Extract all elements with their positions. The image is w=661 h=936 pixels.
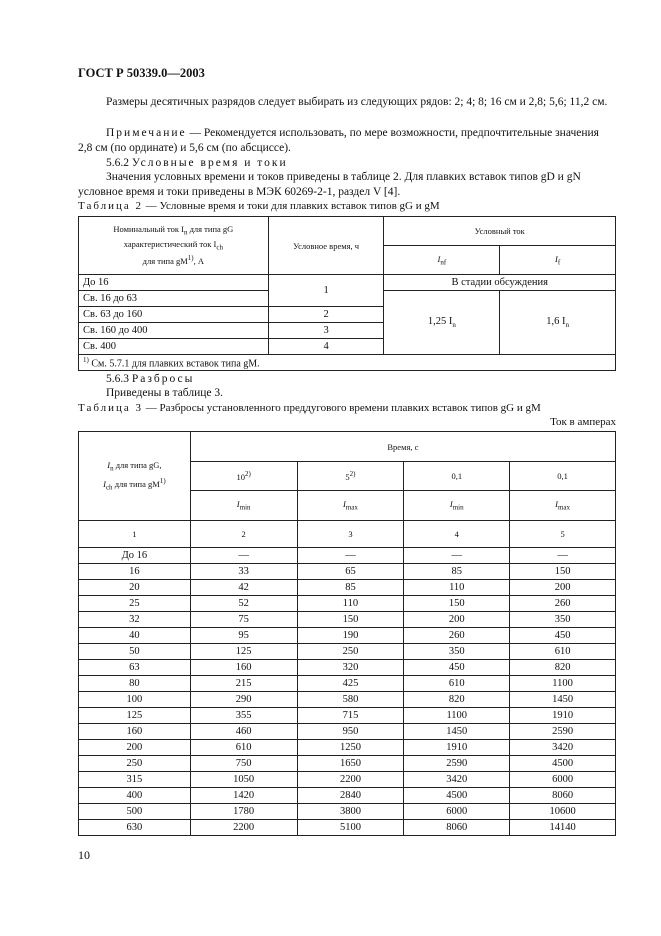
table-3-value-cell: 6000 (510, 772, 616, 788)
header-sup: 1) (159, 476, 166, 485)
section-title: Разбросы (131, 373, 195, 385)
table-3-current-cell: 80 (79, 676, 191, 692)
note-text: — Рекомендуется использовать, по мере возможности, предпочтительные значения 2,8 см (по ординате) и 5,6 см (по абсциссе). (78, 127, 599, 154)
table-3-value-cell: 3800 (297, 804, 404, 820)
table-3-value-cell: — (190, 548, 297, 564)
table-3-current-cell: 25 (79, 596, 191, 612)
table-2-caption-text: — Условные время и токи для плавких вставок типов gG и gM (143, 200, 440, 212)
table-3-value-cell: 3420 (510, 740, 616, 756)
table-row (79, 660, 616, 676)
table-2-footnote (79, 355, 616, 371)
table-3-current-cell: 500 (79, 804, 191, 820)
table-3-value-cell: 1100 (510, 676, 616, 692)
table-3-header-imax (510, 491, 616, 521)
table-row (79, 756, 616, 772)
table-3-current-cell: 400 (79, 788, 191, 804)
header-symbol: I (449, 499, 453, 510)
footnote-mark: 1) (83, 355, 89, 364)
table-2-row-label: Св. 63 до 160 (79, 307, 269, 323)
table-3-value-cell: 2590 (510, 724, 616, 740)
table-row (79, 724, 616, 740)
table-2-row-label: Св. 160 до 400 (79, 323, 269, 339)
table-3-value-cell: 65 (297, 564, 404, 580)
table-2-inf-value (384, 291, 500, 355)
table-3-current-cell: 315 (79, 772, 191, 788)
header-sup: 2) (244, 470, 251, 479)
table-3-current-cell: 63 (79, 660, 191, 676)
table-3 (78, 431, 616, 836)
header-sub: min (452, 503, 464, 512)
table-3-value-cell: 1450 (404, 724, 510, 740)
table-3-value-cell: 1420 (190, 788, 297, 804)
header-symbol: I (103, 478, 106, 489)
paragraph-see-table-3: Приведены в таблице 3. (106, 387, 224, 399)
note-paragraph (78, 126, 616, 156)
page-number: 10 (78, 848, 90, 862)
table-3-value-cell: 200 (510, 580, 616, 596)
paragraph-conditional-values: Значения условных времени и токов приведены в таблице 2. Для плавких вставок типов gD и gN условное время и токи приведены в МЭК 60269-2-1, раздел V [4]. (78, 171, 581, 198)
table-3-units: Ток в амперах (550, 416, 616, 428)
table-3-caption-text: — Разбросы установленного преддугового времени плавких вставок типов gG и gM (143, 402, 541, 414)
table-3-value-cell: 610 (510, 644, 616, 660)
header-sub: n (183, 228, 188, 237)
header-sup: 1) (187, 254, 194, 263)
header-text: Номинальный ток I (113, 223, 184, 234)
header-symbol: I (236, 499, 240, 510)
table-row (79, 740, 616, 756)
table-3-column-number: 2 (190, 521, 297, 548)
table-2 (78, 216, 616, 371)
table-row (79, 804, 616, 820)
table-row (79, 772, 616, 788)
value-sub: n (565, 321, 569, 330)
header-text: 10 (236, 471, 245, 482)
table-row (79, 644, 616, 660)
table-3-value-cell: 425 (297, 676, 404, 692)
table-3-value-cell: 160 (190, 660, 297, 676)
table-2-row-label: Св. 16 до 63 (79, 291, 269, 307)
table-row (79, 788, 616, 804)
section-5-6-2-heading (78, 156, 616, 171)
header-sub: ch (216, 243, 223, 252)
table-row (79, 612, 616, 628)
table-row (79, 564, 616, 580)
table-3-value-cell: 250 (297, 644, 404, 660)
section-number: 5.6.3 (106, 373, 132, 385)
table-3-current-cell: 250 (79, 756, 191, 772)
table-row (79, 676, 616, 692)
table-3-header-imin (404, 491, 510, 521)
table-3-value-cell: — (297, 548, 404, 564)
table-3-value-cell: 42 (190, 580, 297, 596)
table-3-current-cell: 40 (79, 628, 191, 644)
table-3-value-cell: 215 (190, 676, 297, 692)
table-3-value-cell: — (404, 548, 510, 564)
table-3-value-cell: 150 (510, 564, 616, 580)
table-3-value-cell: 460 (190, 724, 297, 740)
header-text: для типа gM (142, 256, 188, 267)
table-3-value-cell: 1910 (404, 740, 510, 756)
header-text: для типа gM (112, 478, 160, 489)
table-2-if-value (500, 291, 616, 355)
table-row (79, 692, 616, 708)
table-3-value-cell: 3420 (404, 772, 510, 788)
table-3-header-time-value: 0,1 (404, 462, 510, 491)
table-2-row-label: Св. 400 (79, 339, 269, 355)
value-text: 1,25 I (427, 315, 453, 327)
table-2-time-cell: 2 (268, 307, 384, 323)
section-title: Условные время и токи (131, 157, 288, 169)
table-3-current-cell: 50 (79, 644, 191, 660)
header-text: 5 (345, 471, 350, 482)
table-3-value-cell: 95 (190, 628, 297, 644)
table-row (79, 628, 616, 644)
table-3-header-time-value: 0,1 (510, 462, 616, 491)
table-3-value-cell: 1450 (510, 692, 616, 708)
table-3-value-cell: 950 (297, 724, 404, 740)
table-3-value-cell: 200 (404, 612, 510, 628)
table-row (79, 548, 616, 564)
table-3-caption (78, 402, 541, 414)
table-3-value-cell: 14140 (510, 820, 616, 836)
table-3-value-cell: 150 (404, 596, 510, 612)
table-3-value-cell: 355 (190, 708, 297, 724)
table-3-value-cell: 2200 (190, 820, 297, 836)
table-3-header-imax (297, 491, 404, 521)
table-3-column-number: 1 (79, 521, 191, 548)
table-3-current-cell: 200 (79, 740, 191, 756)
header-text: для типа gG (187, 223, 234, 234)
table-3-current-cell: 32 (79, 612, 191, 628)
table-3-header-imin (190, 491, 297, 521)
table-2-header-inf (384, 246, 500, 275)
table-3-value-cell: 320 (297, 660, 404, 676)
table-3-value-cell: 5100 (297, 820, 404, 836)
table-3-value-cell: 260 (510, 596, 616, 612)
header-symbol: I (343, 499, 346, 510)
table-3-value-cell: 750 (190, 756, 297, 772)
table-2-time-cell: 3 (268, 323, 384, 339)
table-row (79, 596, 616, 612)
table-3-column-number: 5 (510, 521, 616, 548)
value-text: 1,6 I (546, 315, 566, 327)
table-3-value-cell: 1910 (510, 708, 616, 724)
table-2-header-time: Условное время, ч (268, 217, 384, 275)
table-row (79, 580, 616, 596)
table-2-time-cell: 1 (268, 275, 384, 307)
table-3-value-cell: 33 (190, 564, 297, 580)
table-2-header-if (500, 246, 616, 275)
header-sup: 2) (349, 470, 356, 479)
table-3-value-cell: 290 (190, 692, 297, 708)
table-2-row-label: До 16 (79, 275, 269, 291)
header-sub: ch (105, 483, 113, 492)
table-2-header-cond-current: Условный ток (384, 217, 616, 246)
table-3-value-cell: 820 (404, 692, 510, 708)
table-3-current-cell: 630 (79, 820, 191, 836)
table-3-current-cell: 125 (79, 708, 191, 724)
table-3-value-cell: 85 (297, 580, 404, 596)
table-3-value-cell: 52 (190, 596, 297, 612)
table-3-column-number: 4 (404, 521, 510, 548)
table-3-value-cell: 8060 (404, 820, 510, 836)
table-3-value-cell: 110 (404, 580, 510, 596)
table-3-column-number: 3 (297, 521, 404, 548)
table-3-value-cell: 450 (404, 660, 510, 676)
header-sub: min (239, 503, 251, 512)
table-3-value-cell: 2590 (404, 756, 510, 772)
document-header: ГОСТ Р 50339.0—2003 (78, 66, 205, 80)
header-symbol: I (555, 499, 558, 510)
header-symbol: I (107, 459, 111, 470)
table-3-value-cell: 2200 (297, 772, 404, 788)
table-3-value-cell: 350 (404, 644, 510, 660)
table-3-value-cell: 1780 (190, 804, 297, 820)
table-3-current-cell: 16 (79, 564, 191, 580)
table-2-caption (78, 200, 440, 212)
table-3-value-cell: 1250 (297, 740, 404, 756)
header-text: для типа gG, (113, 459, 162, 470)
table-3-value-cell: 450 (510, 628, 616, 644)
table-3-value-cell: 4500 (510, 756, 616, 772)
table-row (79, 820, 616, 836)
table-3-value-cell: 1650 (297, 756, 404, 772)
section-5-6-3-heading (78, 372, 616, 387)
table-2-stage-cell: В стадии обсуждения (384, 275, 616, 291)
header-symbol: I (555, 253, 558, 264)
header-sub: nf (440, 258, 447, 267)
table-3-value-cell: 1100 (404, 708, 510, 724)
table-2-time-cell: 4 (268, 339, 384, 355)
table-3-value-cell: 2840 (297, 788, 404, 804)
note-label: Примечание (106, 127, 187, 139)
header-sub: max (557, 503, 571, 512)
table-3-header-time: Время, с (190, 432, 615, 462)
table-3-current-cell: 160 (79, 724, 191, 740)
table-3-header-time-value (297, 462, 404, 491)
table-3-value-cell: 110 (297, 596, 404, 612)
table-3-value-cell: 10600 (510, 804, 616, 820)
table-3-value-cell: 150 (297, 612, 404, 628)
header-sub: max (345, 503, 358, 512)
table-2-header-current (79, 217, 269, 275)
table-3-current-cell: До 16 (79, 548, 191, 564)
header-sub: f (557, 258, 561, 267)
table-3-header-current (79, 432, 191, 521)
table-3-current-cell: 20 (79, 580, 191, 596)
table-3-value-cell: — (510, 548, 616, 564)
paragraph-decimal-sizes: Размеры десятичных разрядов следует выбирать из следующих рядов: 2; 4; 8; 16 см и 2,8; 5,6; 11,2 см. (106, 96, 608, 108)
footnote-text: См. 5.7.1 для плавких вставок типа gM. (88, 358, 260, 370)
table-3-value-cell: 350 (510, 612, 616, 628)
table-3-value-cell: 4500 (404, 788, 510, 804)
table-3-value-cell: 6000 (404, 804, 510, 820)
table-3-value-cell: 75 (190, 612, 297, 628)
header-text: характеристический ток I (123, 238, 217, 249)
header-text: , А (193, 256, 205, 267)
table-3-value-cell: 125 (190, 644, 297, 660)
table-2-caption-label: Таблица 2 (78, 200, 144, 212)
table-3-value-cell: 715 (297, 708, 404, 724)
table-3-header-time-value (190, 462, 297, 491)
header-sub: n (110, 464, 114, 473)
table-3-value-cell: 260 (404, 628, 510, 644)
table-3-value-cell: 820 (510, 660, 616, 676)
table-3-value-cell: 190 (297, 628, 404, 644)
table-3-value-cell: 1050 (190, 772, 297, 788)
table-3-caption-label: Таблица 3 (78, 402, 144, 414)
table-3-value-cell: 610 (404, 676, 510, 692)
section-number: 5.6.2 (106, 157, 132, 169)
header-symbol: I (437, 253, 441, 264)
table-3-value-cell: 85 (404, 564, 510, 580)
table-3-body (79, 548, 616, 836)
value-sub: n (452, 321, 456, 330)
table-3-value-cell: 580 (297, 692, 404, 708)
table-row (79, 708, 616, 724)
table-3-value-cell: 8060 (510, 788, 616, 804)
table-3-current-cell: 100 (79, 692, 191, 708)
table-3-value-cell: 610 (190, 740, 297, 756)
